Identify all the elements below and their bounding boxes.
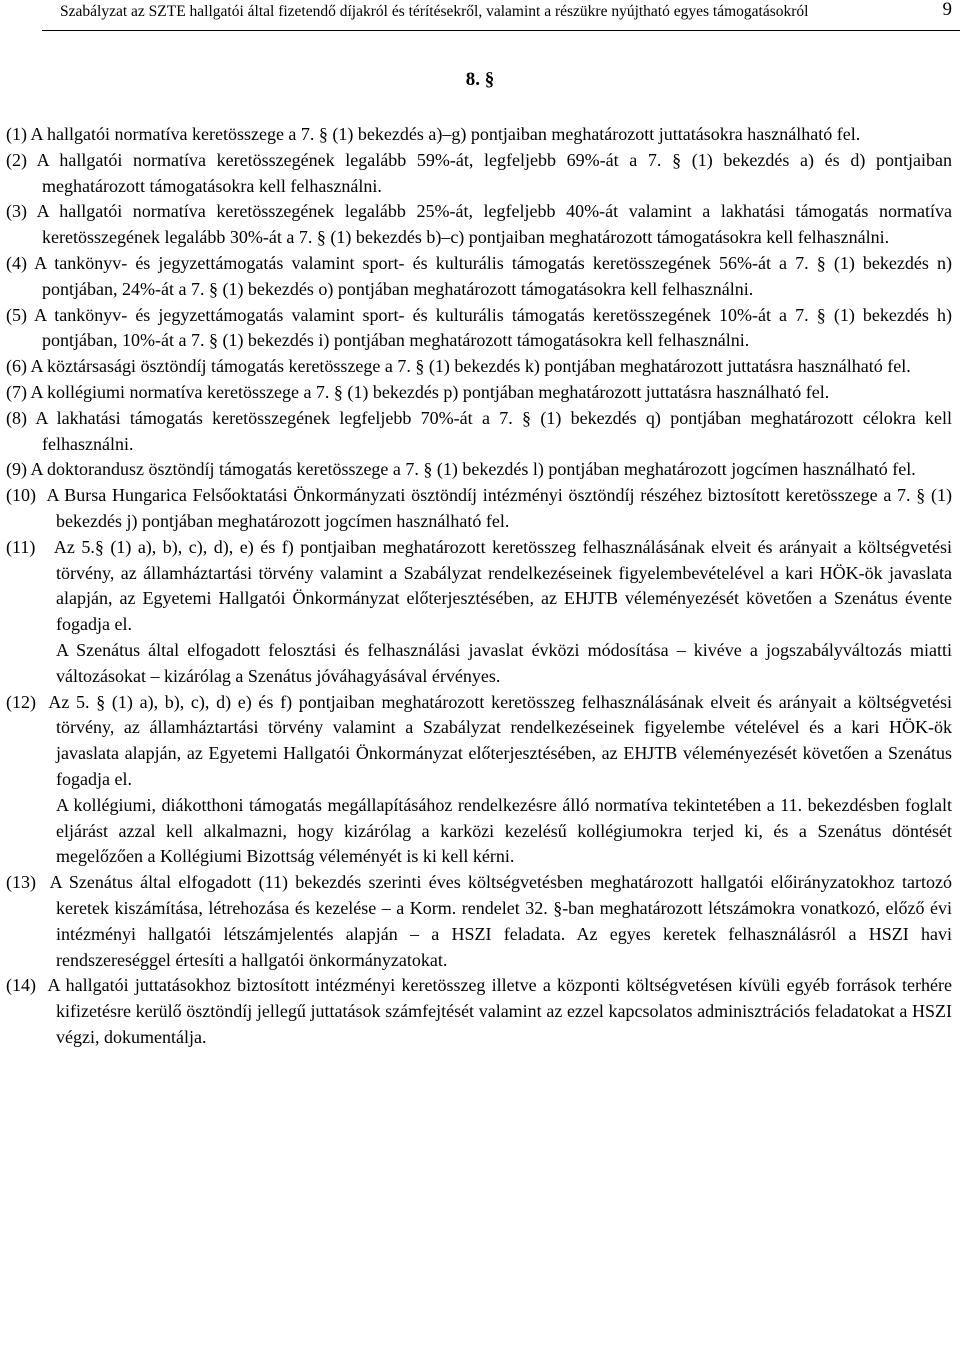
document-title: Szabályzat az SZTE hallgatói által fizetendő díjakról és térítésekről, valamint a részükre nyújtható egyes támogatásokról: [60, 3, 809, 20]
paragraph-number: (1): [6, 124, 27, 144]
paragraph-text: A hallgatói normatíva keretösszegének legalább 59%-át, legfeljebb 69%-át a 7. § (1) bekezdés a) és d) pontjaiban meghatározott támogatásokra kell felhasználni.: [36, 149, 952, 196]
paragraph-text: A Bursa Hungarica Felsőoktatási Önkormányzati ösztöndíj intézményi ösztöndíj részéhez biztosított keretösszege a 7. § (1) bekezdés j) pontjában meghatározott jogcímen használható fel.: [46, 485, 952, 531]
paragraph-2: [6, 148, 952, 200]
document-body: [6, 122, 952, 1051]
page-number: 9: [942, 0, 952, 20]
paragraph-text: A doktorandusz ösztöndíj támogatás keretösszege a 7. § (1) bekezdés l) pontjában meghatározott jogcímen használható fel.: [30, 459, 916, 480]
paragraph-number: (7): [6, 381, 27, 402]
paragraph-11: [6, 535, 952, 638]
paragraph-text: A lakhatási támogatás keretösszegének legfeljebb 70%-át a 7. § (1) bekezdés q) pontjában meghatározott célokra kell felhasználni.: [35, 407, 952, 454]
paragraph-text: A köztársasági ösztöndíj támogatás keretösszege a 7. § (1) bekezdés k) pontjában meghatározott juttatásra használható fel.: [30, 356, 911, 377]
paragraph-6: [6, 354, 952, 380]
paragraph-text: Az 5. § (1) a), b), c), d) e) és f) pontjaiban meghatározott keretösszeg felhasználásának elveit és arányait a költségvetési törvény, az államháztartási törvény valamint a Szabályzat rendelkezéseinek figyelembe vételével és a kari HÖK-ök javaslata alapján, az Egyetemi Hallgatói Önkormányzat előterjesztésében, az EHJTB véleményezését követően a Szenátus fogadja el.: [48, 691, 952, 789]
paragraph-text: A hallgatói juttatásokhoz biztosított intézményi keretösszeg illetve a központi költségvetésen kívüli egyéb források terhére kifizetésre kerülő ösztöndíj jellegű juttatások számfejtését valamint az ezzel kapcsolatos adminisztrációs feladatokat a HSZI végzi, dokumentálja.: [47, 975, 953, 1047]
paragraph-1: [6, 122, 952, 148]
paragraph-12-continuation: A kollégiumi, diákotthoni támogatás megállapításához rendelkezésre álló normatíva tekintetében a 11. bekezdésben foglalt eljárást azzal kell alkalmazni, hogy kizárólag a karközi kezelésű kollégiumokra terjed ki, és a Szenátus döntését megelőzően a Kollégiumi Bizottság véleményét is ki kell kérni.: [56, 794, 952, 867]
paragraph-text: A Szenátus által elfogadott (11) bekezdés szerinti éves költségvetésben meghatározott hallgatói előirányzatokhoz tartozó keretek kiszámítása, létrehozása és kezelése – a Korm. rendelet 32. §-ban meghatározott létszámokra vonatkozó, előző évi intézményi hallgatói létszámjelentés alapján – a HSZI feladata. Az egyes keretek felhasználásról a HSZI havi rendszereséggel értesíti a hallgatói önkormányzatokat.: [49, 872, 952, 970]
page-header: [42, 0, 960, 31]
paragraph-text: A tankönyv- és jegyzettámogatás valamint sport- és kulturális támogatás keretösszegének 10%-át a 7. § (1) bekezdés h) pontjában, 10%-át a 7. § (1) bekezdés i) pontjában meghatározott támogatásokra kell felhasználni.: [34, 304, 952, 351]
paragraph-4: [6, 251, 952, 303]
paragraph-number: (2): [6, 149, 27, 170]
paragraph-number: (6): [6, 356, 27, 377]
paragraph-12: [6, 690, 952, 793]
paragraph-number: (13): [6, 872, 36, 893]
paragraph-number: (9): [6, 459, 27, 480]
paragraph-7: [6, 380, 952, 406]
paragraph-14: [6, 973, 952, 1050]
paragraph-text: A tankönyv- és jegyzettámogatás valamint sport- és kulturális támogatás keretösszegének 56%-át a 7. § (1) bekezdés n) pontjában, 24%-át a 7. § (1) bekezdés o) pontjában meghatározott támogatásokra kell felhasználni.: [34, 252, 952, 299]
paragraph-text: Az 5.§ (1) a), b), c), d), e) és f) pontjaiban meghatározott keretösszeg felhasználásának elveit és arányait a költségvetési törvény, az államháztartási törvény valamint a Szabályzat rendelkezéseinek figyelembevételével a kari HÖK-ök javaslata alapján, az Egyetemi Hallgatói Önkormányzat előterjesztésében, az EHJTB véleményezését követően a Szenátus évente fogadja el.: [53, 536, 952, 635]
paragraph-11-continuation: A Szenátus által elfogadott felosztási és felhasználási javaslat évközi módosítása – kivéve a jogszabályváltozás miatti változásokat – kizárólag a Szenátus jóváhagyásával érvényes.: [56, 639, 952, 686]
paragraph-10: [6, 483, 952, 535]
paragraph-number: (4): [6, 252, 27, 273]
paragraph-3: [6, 199, 952, 251]
paragraph-13: [6, 870, 952, 973]
paragraph-number: (10): [6, 485, 36, 506]
section-heading: 8. §: [465, 69, 495, 90]
paragraph-text: A hallgatói normatíva keretösszege a 7. § (1) bekezdés a)–g) pontjaiban meghatározott juttatásokra használható fel.: [30, 124, 861, 144]
paragraph-text: A hallgatói normatíva keretösszegének legalább 25%-át, legfeljebb 40%-át valamint a lakhatási támogatás normatíva keretösszegének legalább 30%-át a 7. § (1) bekezdés b)–c) pontjaiban meghatározott támogatásokra kell felhasználni.: [36, 201, 952, 248]
paragraph-text: A kollégiumi normatíva keretösszege a 7. § (1) bekezdés p) pontjában meghatározott juttatásra használható fel.: [30, 381, 830, 402]
paragraph-8: [6, 406, 952, 458]
paragraph-number: (3): [6, 201, 27, 222]
paragraph-5: [6, 303, 952, 355]
paragraph-number: (14): [6, 975, 36, 996]
paragraph-number: (11): [6, 536, 36, 557]
paragraph-number: (5): [6, 304, 27, 325]
paragraph-number: (8): [6, 407, 27, 428]
paragraph-9: [6, 457, 952, 483]
paragraph-number: (12): [6, 691, 36, 712]
